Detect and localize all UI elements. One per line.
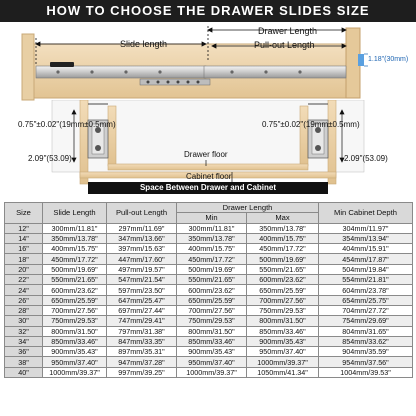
size-cell: 34" [5,336,43,346]
header-pullout-length: Pull-out Length [107,203,177,224]
size-cell: 22" [5,275,43,285]
table-cell: 400mm/15.75" [177,244,247,254]
table-row [5,275,413,285]
table-cell: 950mm/37.40" [43,357,107,367]
table-cell: 650mm/25.59" [177,295,247,305]
table-cell: 350mm/13.78" [43,233,107,243]
size-cell: 24" [5,285,43,295]
table-cell: 750mm/29.53" [247,305,319,315]
table-cell: 850mm/33.46" [43,336,107,346]
table-cell: 500mm/19.69" [247,254,319,264]
table-cell: 300mm/11.81" [177,223,247,233]
table-row [5,285,413,295]
table-cell: 304mm/11.97" [319,223,413,233]
table-cell: 297mm/11.69" [107,223,177,233]
table-cell: 354mm/13.94" [319,233,413,243]
right-height-label: 2.09"(53.09) [344,154,388,163]
table-row [5,264,413,274]
cabinet-floor-label: Cabinet floor [186,172,232,181]
table-cell: 800mm/31.50" [247,316,319,326]
page-title: HOW TO CHOOSE THE DRAWER SLIDES SIZE [0,0,416,22]
table-cell: 550mm/21.65" [177,275,247,285]
table-cell: 400mm/15.75" [247,233,319,243]
table-cell: 497mm/19.57" [107,264,177,274]
table-row [5,244,413,254]
size-cell: 40" [5,367,43,377]
table-cell: 550mm/21.65" [43,275,107,285]
table-row [5,233,413,243]
size-cell: 12" [5,223,43,233]
header-min: Min [177,213,247,223]
size-cell: 32" [5,326,43,336]
size-cell: 38" [5,357,43,367]
table-cell: 450mm/17.72" [177,254,247,264]
table-cell: 604mm/23.78" [319,285,413,295]
table-row [5,347,413,357]
table-cell: 704mm/27.72" [319,305,413,315]
header-drawer-length: Drawer Length [177,203,319,213]
table-cell: 954mm/37.56" [319,357,413,367]
table-cell: 847mm/33.35" [107,336,177,346]
table-row [5,305,413,315]
size-cell: 16" [5,244,43,254]
table-cell: 404mm/15.91" [319,244,413,254]
table-cell: 997mm/39.25" [107,367,177,377]
table-cell: 650mm/25.59" [247,285,319,295]
slide-rail [36,66,206,78]
drawer-length-label: Drawer Length [258,26,318,36]
table-cell: 350mm/13.78" [177,233,247,243]
slide-length-label: Slide length [120,39,168,49]
size-cell: 26" [5,295,43,305]
size-table [4,202,413,378]
table-cell: 850mm/33.46" [247,326,319,336]
size-cell: 28" [5,305,43,315]
table-cell: 654mm/25.75" [319,295,413,305]
size-cell: 36" [5,347,43,357]
header-max: Max [247,213,319,223]
table-cell: 300mm/11.81" [43,223,107,233]
table-cell: 647mm/25.47" [107,295,177,305]
table-cell: 454mm/17.87" [319,254,413,264]
header-size: Size [5,203,43,224]
table-cell: 450mm/17.72" [43,254,107,264]
size-cell: 20" [5,264,43,274]
table-cell: 804mm/31.65" [319,326,413,336]
table-body [5,223,413,377]
table-row [5,367,413,377]
table-cell: 550mm/21.65" [247,264,319,274]
right-gap-label: 0.75"±0.02"(19mm±0.5mm) [262,120,360,129]
drawer-floor-label: Drawer floor [184,150,228,159]
table-cell: 1000mm/39.37" [177,367,247,377]
table-cell: 700mm/27.56" [43,305,107,315]
table-cell: 500mm/19.69" [177,264,247,274]
table-cell: 900mm/35.43" [247,336,319,346]
table-cell: 797mm/31.38" [107,326,177,336]
table-row [5,254,413,264]
table-cell: 950mm/37.40" [247,347,319,357]
table-cell: 350mm/13.78" [247,223,319,233]
table-cell: 900mm/35.43" [43,347,107,357]
header-min-cabinet-depth: Min Cabinet Depth [319,203,413,224]
table-cell: 650mm/25.59" [43,295,107,305]
table-cell: 547mm/21.54" [107,275,177,285]
size-cell: 30" [5,316,43,326]
table-row [5,357,413,367]
table-cell: 750mm/29.53" [177,316,247,326]
table-cell: 1000mm/39.37" [43,367,107,377]
table-cell: 800mm/31.50" [43,326,107,336]
table-cell: 850mm/33.46" [177,336,247,346]
table-cell: 700mm/27.56" [177,305,247,315]
table-cell: 754mm/29.69" [319,316,413,326]
table-cell: 1050mm/41.34" [247,367,319,377]
left-gap-label: 0.75"±0.02"(19mm±0.5mm) [18,120,116,129]
table-cell: 397mm/15.63" [107,244,177,254]
slide-diagram [0,22,416,200]
space-between-label: Space Between Drawer and Cabinet [88,182,328,194]
pullout-length-label: Pull-out Length [254,40,315,50]
table-cell: 554mm/21.81" [319,275,413,285]
left-height-label: 2.09"(53.09) [28,154,72,163]
table-cell: 854mm/33.62" [319,336,413,346]
table-cell: 600mm/23.62" [43,285,107,295]
size-cell: 18" [5,254,43,264]
table-cell: 1004mm/39.53" [319,367,413,377]
table-row [5,336,413,346]
header-slide-length: Slide Length [43,203,107,224]
table-row [5,316,413,326]
table-cell: 600mm/23.62" [177,285,247,295]
table-row [5,326,413,336]
table-cell: 904mm/35.59" [319,347,413,357]
top-view-diagram [0,22,416,102]
table-cell: 700mm/27.56" [247,295,319,305]
table-cell: 597mm/23.50" [107,285,177,295]
table-cell: 947mm/37.28" [107,357,177,367]
thickness-label: 1.18"(30mm) [368,56,409,63]
table-cell: 600mm/23.62" [247,275,319,285]
table-cell: 750mm/29.53" [43,316,107,326]
table-cell: 747mm/29.41" [107,316,177,326]
table-cell: 897mm/35.31" [107,347,177,357]
table-cell: 500mm/19.69" [43,264,107,274]
table-cell: 347mm/13.66" [107,233,177,243]
table-cell: 504mm/19.84" [319,264,413,274]
table-row [5,295,413,305]
table-cell: 800mm/31.50" [177,326,247,336]
table-cell: 900mm/35.43" [177,347,247,357]
table-cell: 447mm/17.60" [107,254,177,264]
table-cell: 400mm/15.75" [43,244,107,254]
table-cell: 697mm/27.44" [107,305,177,315]
size-cell: 14" [5,233,43,243]
table-row [5,223,413,233]
table-cell: 450mm/17.72" [247,244,319,254]
table-cell: 1000mm/39.37" [247,357,319,367]
table-cell: 950mm/37.40" [177,357,247,367]
